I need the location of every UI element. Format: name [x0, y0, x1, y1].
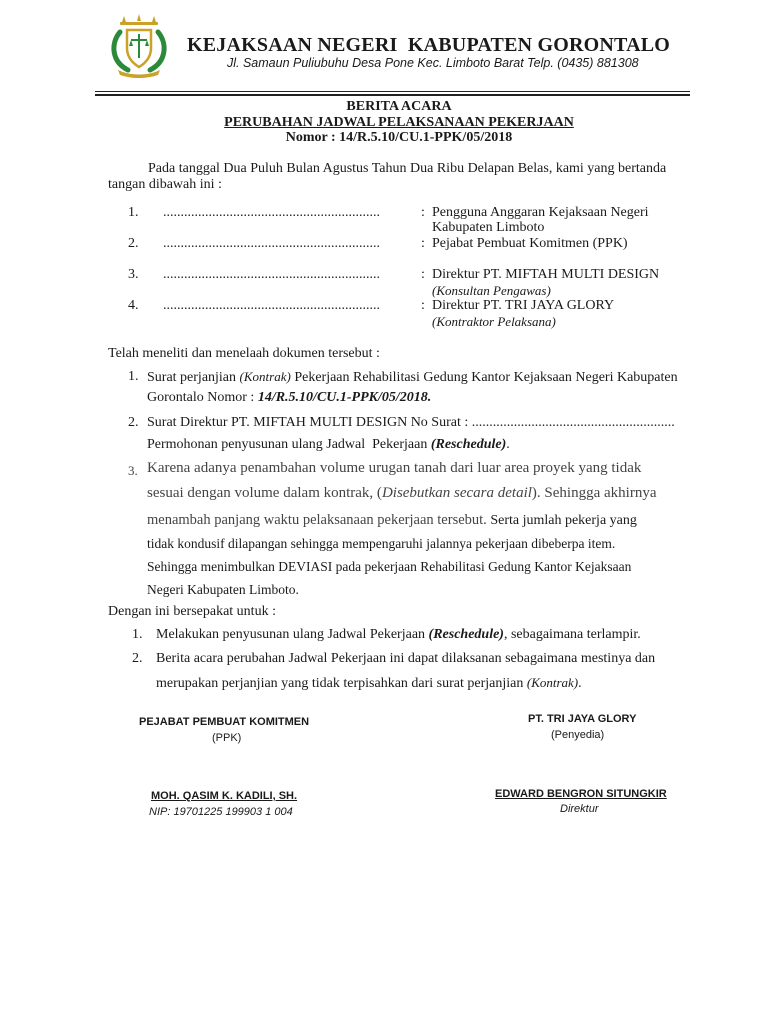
signatory-role: Direktur — [560, 803, 599, 815]
role-text: Pengguna Anggaran Kejaksaan Negeri — [432, 205, 649, 220]
review-item-3-line-6: Negeri Kabupaten Limboto. — [147, 582, 299, 597]
colon: : — [421, 298, 425, 313]
item-number: 4. — [128, 298, 139, 313]
item-number: 1. — [128, 205, 139, 220]
institution-name: KEJAKSAAN NEGERI KABUPATEN GORONTALO — [187, 34, 671, 56]
review-item-1-line-1 — [147, 369, 678, 386]
item-number: 2. — [128, 236, 139, 251]
review-item-2-line-1: Surat Direktur PT. MIFTAH MULTI DESIGN No Surat : .......................................................... — [147, 415, 675, 430]
review-item-3-line-5: Sehingga menimbulkan DEVIASI pada pekerjaan Rehabilitasi Gedung Kantor Kejaksaan — [147, 559, 632, 574]
text: , sebagaimana terlampir. — [503, 627, 641, 642]
intro-line-1: Pada tanggal Dua Puluh Bulan Agustus Tahun Dua Ribu Delapan Belas, kami yang bertanda — [148, 161, 667, 176]
name-placeholder: .............................................................. — [163, 267, 380, 282]
heading-subtitle: PERUBAHAN JADWAL PELAKSANAAN PEKERJAAN — [224, 115, 574, 130]
role-note: (Konsultan Pengawas) — [432, 283, 551, 298]
text-italic: Disebutkan secara detail — [381, 485, 532, 501]
agreement-item-1-line — [156, 627, 641, 643]
text: Surat perjanjian — [147, 370, 240, 385]
signatory-title: PEJABAT PEMBUAT KOMITMEN — [139, 716, 310, 728]
role-text: Pejabat Pembuat Komitmen (PPK) — [432, 236, 628, 251]
signatory-subtitle: (Penyedia) — [551, 729, 605, 741]
signatory-title: PT. TRI JAYA GLORY — [528, 713, 637, 725]
item-number: 2. — [128, 415, 139, 430]
text: Melakukan penyusunan ulang Jadwal Pekerjaan — [156, 627, 429, 642]
review-item-3-line-4: tidak kondusif dilapangan sehingga mempengaruhi jalannya pekerjaan dibeberpa item. — [147, 536, 616, 551]
item-number: 1. — [132, 627, 143, 642]
review-item-1-line-2 — [147, 390, 431, 406]
heading-title: BERITA ACARA — [346, 99, 452, 114]
contract-number: 14/R.5.10/CU.1-PPK/05/2018. — [257, 390, 432, 405]
text-bold-italic: (Reschedule) — [430, 437, 507, 452]
agreement-item-2-line-1: Berita acara perubahan Jadwal Pekerjaan ini dapat dilaksanan sebagaimana mestinya dan — [156, 651, 656, 666]
text: Pekerjaan Rehabilitasi Gedung Kantor Kejaksaan Negeri Kabupaten — [290, 370, 678, 385]
role-text-2: Kabupaten Limboto — [432, 220, 545, 235]
item-number: 2. — [132, 651, 143, 666]
item-number: 3. — [128, 267, 139, 282]
review-item-2-line-2 — [147, 437, 510, 453]
signatory-subtitle: (PPK) — [212, 732, 242, 744]
text: . — [578, 676, 582, 691]
text: ). Sehingga akhirnya — [531, 485, 657, 501]
name-placeholder: .............................................................. — [163, 298, 380, 313]
intro-line-2: tangan dibawah ini : — [108, 177, 222, 192]
text-italic: (Kontrak) — [239, 369, 291, 384]
role-note: (Kontraktor Pelaksana) — [432, 314, 556, 329]
text: . — [506, 437, 510, 452]
review-item-3-line-1: Karena adanya penambahan volume urugan tanah dari luar area proyek yang tidak — [147, 460, 642, 476]
review-item-3-line-2 — [147, 485, 656, 502]
signatory-name: MOH. QASIM K. KADILI, SH. — [151, 790, 298, 802]
header-rule — [95, 91, 690, 96]
text: Permohonan penyusunan ulang Jadwal Pekerjaan — [147, 437, 431, 452]
text: merupakan perjanjian yang tidak terpisahkan dari surat perjanjian — [156, 676, 527, 691]
item-number: 1. — [128, 369, 139, 384]
institution-address: Jl. Samaun Puliubuhu Desa Pone Kec. Limboto Barat Telp. (0435) 881308 — [227, 56, 639, 70]
signatory-id: NIP: 19701225 199903 1 004 — [149, 806, 293, 818]
prosecutor-emblem-icon — [106, 12, 172, 78]
agreement-item-2-line-2 — [156, 675, 582, 692]
text-bold-italic: (Reschedule) — [428, 627, 504, 642]
review-item-3-line-3 — [147, 511, 637, 529]
document-number: Nomor : 14/R.5.10/CU.1-PPK/05/2018 — [285, 130, 513, 145]
name-placeholder: .............................................................. — [163, 205, 380, 220]
colon: : — [421, 205, 425, 220]
text-italic: (Kontrak) — [526, 675, 579, 690]
role-text: Direktur PT. MIFTAH MULTI DESIGN — [432, 267, 660, 282]
agreement-label: Dengan ini bersepakat untuk : — [108, 604, 276, 619]
text: menambah panjang waktu pelaksanaan pekerjaan tersebut. — [147, 512, 487, 528]
text: sesuai dengan volume dalam kontrak, ( — [147, 485, 382, 501]
signatory-name: EDWARD BENGRON SITUNGKIR — [495, 788, 667, 800]
text: Serta jumlah pekerja yang — [486, 513, 637, 528]
text: Gorontalo Nomor : — [147, 390, 258, 405]
colon: : — [421, 267, 425, 282]
name-placeholder: .............................................................. — [163, 236, 380, 251]
role-text: Direktur PT. TRI JAYA GLORY — [432, 298, 615, 313]
item-number: 3. — [128, 463, 138, 478]
review-label: Telah meneliti dan menelaah dokumen tersebut : — [108, 346, 380, 361]
colon: : — [421, 236, 425, 251]
